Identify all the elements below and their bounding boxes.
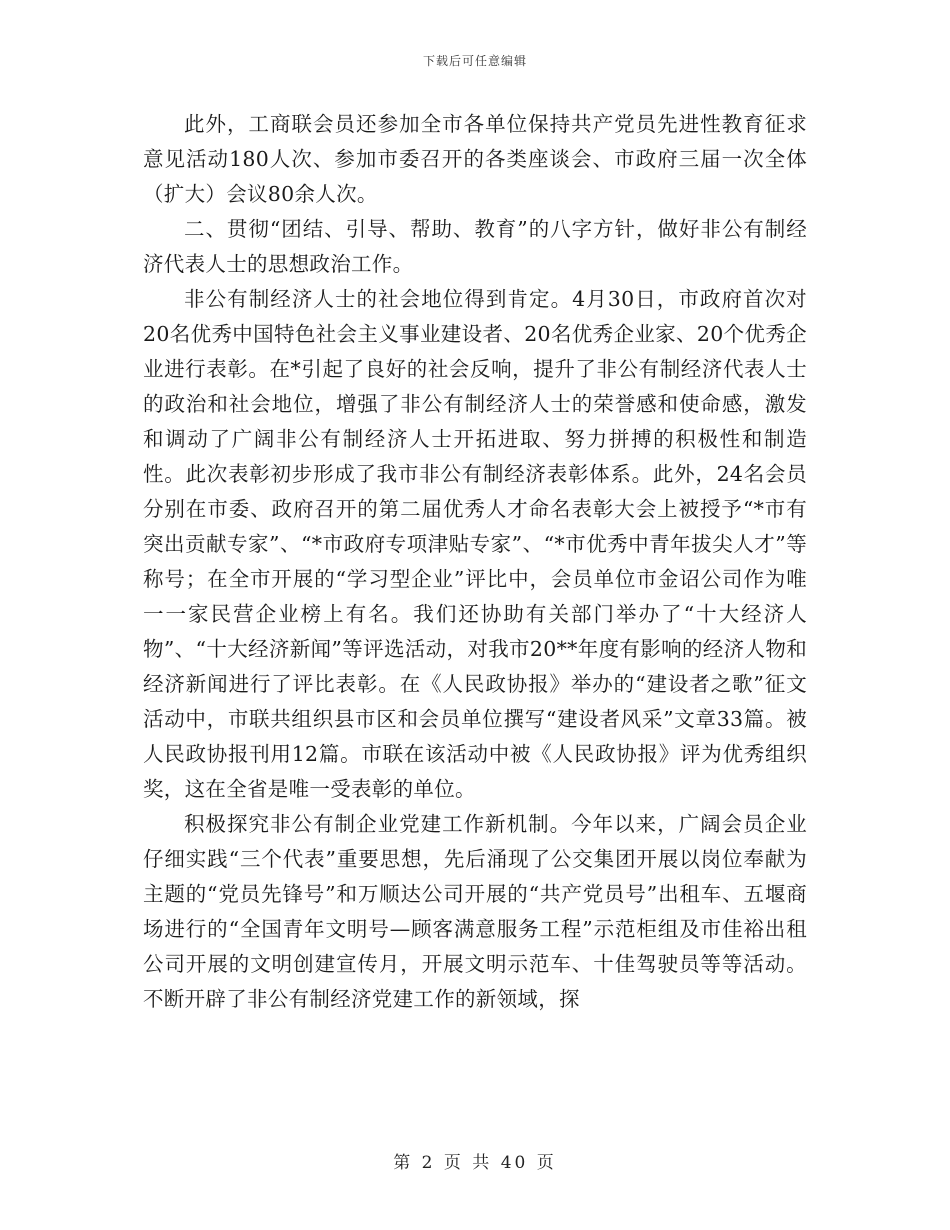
paragraph-social-status: 非公有制经济人士的社会地位得到肯定。4月30日，市政府首次对20名优秀中国特色社会主义事业建设者、20名优秀企业家、20个优秀企业进行表彰。在*引起了良好的社会反响，提升了非公有制经济代表人士的政治和社会地位，增强了非公有制经济人士的荣誉感和使命感，激发和调动了广阔非公有制经济人士开拓进取、努力拼搏的积极性和制造性。此次表彰初步形成了我市非公有制经济表彰体系。此外，24名会员分别在市委、政府召开的第二届优秀人才命名表彰大会上被授予“*市有突出贡献专家”、“*市政府专项津贴专家”、“*市优秀中青年拔尖人才”等称号；在全市开展的“学习型企业”评比中，会员单位市金诏公司作为唯一一家民营企业榜上有名。我们还协助有关部门举办了“十大经济人物”、“十大经济新闻”等评选活动，对我市20**年度有影响的经济人物和经济新闻进行了评比表彰。在《人民政协报》举办的“建设者之歌”征文活动中，市联共组织县市区和会员单位撰写“建设者风采”文章33篇。被人民政协报刊用12篇。市联在该活动中被《人民政协报》评为优秀组织奖，这在全省是唯一受表彰的单位。 bbox=[143, 287, 807, 801]
paragraph-section-heading: 二、贯彻“团结、引导、帮助、教育”的八字方针，做好非公有制经济代表人士的思想政治工作。 bbox=[143, 217, 807, 276]
page-footer: 第 2 页 共 40 页 bbox=[393, 1153, 557, 1173]
paragraph-party-building: 积极探究非公有制企业党建工作新机制。今年以来，广阔会员企业仔细实践“三个代表”重要思想，先后涌现了公交集团开展以岗位奉献为主题的“党员先锋号”和万顺达公司开展的“共产党员号”出租车、五堰商场进行的“全国青年文明号—顾客满意服务工程”示范柜组及市佳裕出租公司开展的文明创建宣传月，开展文明示范车、十佳驾驶员等等活动。不断开辟了非公有制经济党建工作的新领域，探 bbox=[143, 812, 807, 1011]
paragraph-supplement: 此外，工商联会员还参加全市各单位保持共产党员先进性教育征求意见活动180人次、参加市委召开的各类座谈会、市政府三届一次全体（扩大）会议80余人次。 bbox=[143, 112, 807, 206]
page-header: 下载后可任意编辑 bbox=[422, 54, 527, 68]
document-body bbox=[143, 107, 807, 1017]
